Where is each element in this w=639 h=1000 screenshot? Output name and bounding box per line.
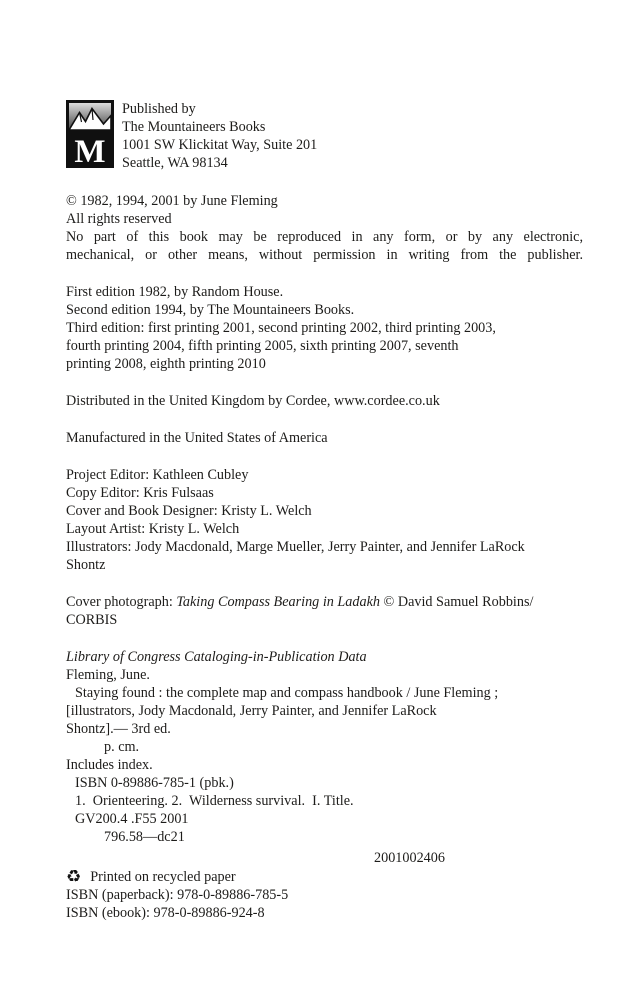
publisher-line: The Mountaineers Books (122, 119, 266, 135)
cover-photo-block (66, 593, 583, 629)
recycled-paper-line (66, 868, 583, 886)
cover-photo-label: Cover photograph: (66, 594, 177, 610)
loc-line: p. cm. (104, 739, 140, 755)
publisher-line: 1001 SW Klickitat Way, Suite 201 (122, 137, 318, 153)
copyright-block (66, 192, 583, 264)
recycle-icon: ♻ (66, 867, 82, 887)
loc-heading: Library of Congress Cataloging-in-Publication Data (66, 649, 367, 665)
logo-letter: M (74, 134, 106, 168)
credits-block (66, 466, 583, 574)
distribution-line: Distributed in the United Kingdom by Cordee, www.cordee.co.uk (66, 393, 440, 409)
loc-line: [illustrators, Jody Macdonald, Jerry Painter, and Jennifer LaRock (66, 703, 437, 719)
credit-line: Shontz (66, 557, 106, 573)
loc-block (66, 648, 583, 867)
isbn-ebook-line: ISBN (ebook): 978-0-89886-924-8 (66, 905, 265, 921)
distribution-block (66, 392, 583, 410)
manufacture-line: Manufactured in the United States of America (66, 430, 328, 446)
publisher-block (66, 100, 583, 173)
cover-photo-title: Taking Compass Bearing in Ladakh (176, 594, 380, 610)
credit-line: Cover and Book Designer: Kristy L. Welch (66, 503, 312, 519)
credit-line: Copy Editor: Kris Fulsaas (66, 485, 214, 501)
recycled-paper-note: Printed on recycled paper (90, 869, 236, 885)
credit-line: Project Editor: Kathleen Cubley (66, 467, 249, 483)
loc-line: GV200.4 .F55 2001 (75, 811, 189, 827)
cover-photo-line (66, 593, 583, 611)
cover-photo-credit-line2: CORBIS (66, 612, 118, 628)
edition-line: printing 2008, eighth printing 2010 (66, 356, 266, 372)
rights-line: All rights reserved (66, 211, 172, 227)
loc-line: Includes index. (66, 757, 153, 773)
isbn-paperback-line: ISBN (paperback): 978-0-89886-785-5 (66, 887, 289, 903)
loc-line: 1. Orienteering. 2. Wilderness survival. I. Title. (75, 793, 354, 809)
credit-line: Illustrators: Jody Macdonald, Marge Mueller, Jerry Painter, and Jennifer LaRock (66, 539, 525, 555)
manufacture-block (66, 429, 583, 447)
loc-catalog-number: 2001002406 (374, 850, 445, 866)
notice-line: No part of this book may be reproduced in any form, or by any electronic, (66, 229, 583, 245)
loc-line: ISBN 0-89886-785-1 (pbk.) (75, 775, 234, 791)
edition-line: First edition 1982, by Random House. (66, 284, 284, 300)
loc-line: Shontz].— 3rd ed. (66, 721, 171, 737)
edition-line: Third edition: first printing 2001, second printing 2002, third printing 2003, (66, 320, 496, 336)
edition-line: Second edition 1994, by The Mountaineers Books. (66, 302, 355, 318)
mountaineers-books-logo-icon (66, 100, 114, 173)
loc-line: Fleming, June. (66, 667, 150, 683)
edition-line: fourth printing 2004, fifth printing 2005, sixth printing 2007, seventh (66, 338, 459, 354)
credit-line: Layout Artist: Kristy L. Welch (66, 521, 240, 537)
publisher-address (122, 100, 317, 172)
notice-line: mechanical, or other means, without permission in writing from the publisher. (66, 247, 583, 263)
copyright-line: © 1982, 1994, 2001 by June Fleming (66, 193, 278, 209)
loc-line: 796.58—dc21 (104, 829, 185, 845)
cover-photo-credit: © David Samuel Robbins/ (379, 594, 534, 610)
editions-block (66, 283, 583, 373)
publisher-line: Seattle, WA 98134 (122, 155, 228, 171)
isbn-footer-block (66, 868, 583, 922)
publisher-line: Published by (122, 101, 196, 117)
loc-line: Staying found : the complete map and compass handbook / June Fleming ; (75, 685, 499, 701)
